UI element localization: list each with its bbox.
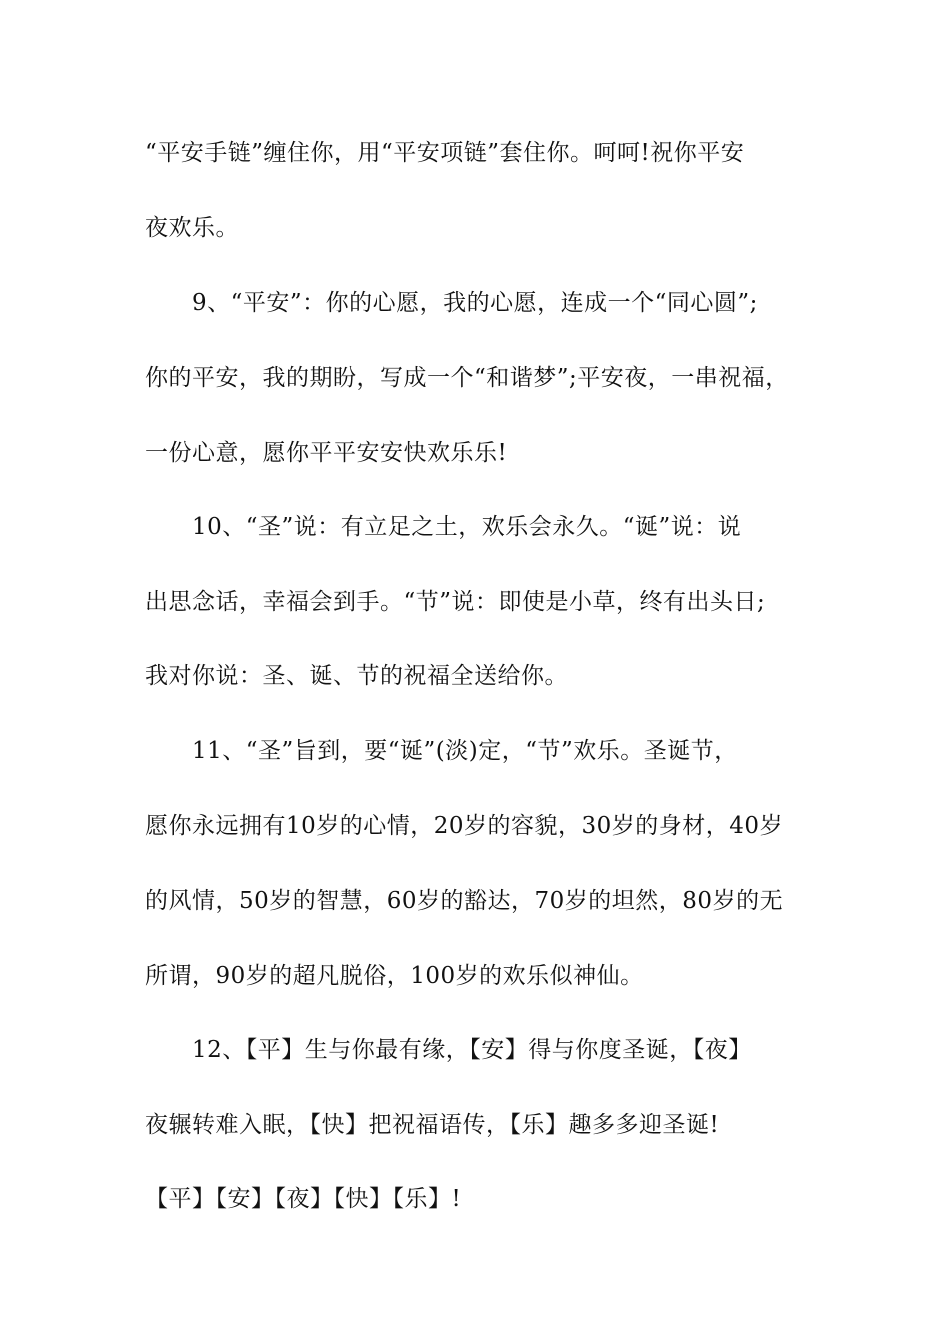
text-line: 一份心意，愿你平平安安快欢乐乐! [145, 440, 508, 466]
text-line: 愿你永远拥有10岁的心情，20岁的容貌，30岁的身材，40岁 [145, 813, 784, 839]
text-line: 你的平安，我的期盼，写成一个“和谐梦”;平安夜，一串祝福， [145, 365, 789, 391]
paragraph-10-start: 10、“圣”说：有立足之土，欢乐会永久。“诞”说：说 [192, 514, 742, 540]
paragraph-9-start: 9、“平安”：你的心愿，我的心愿，连成一个“同心圆”; [192, 290, 758, 316]
text-line: 出思念话，幸福会到手。“节”说：即使是小草，终有出头日; [145, 589, 766, 615]
paragraph-11-start: 11、“圣”旨到，要“诞”(淡)定，“节”欢乐。圣诞节， [192, 738, 738, 764]
text-line: 夜辗转难入眠，【快】把祝福语传，【乐】趣多多迎圣诞! [145, 1112, 720, 1138]
text-line: 的风情，50岁的智慧，60岁的豁达，70岁的坦然，80岁的无 [145, 888, 784, 914]
text-line: 【平】【安】【夜】【快】【乐】! [145, 1186, 462, 1212]
text-line: 所谓，90岁的超凡脱俗，100岁的欢乐似神仙。 [145, 963, 644, 989]
paragraph-12-start: 12、【平】生与你最有缘，【安】得与你度圣诞，【夜】 [192, 1037, 752, 1063]
text-line: “平安手链”缠住你，用“平安项链”套住你。呵呵!祝你平安 [145, 140, 745, 166]
text-line: 我对你说：圣、诞、节的祝福全送给你。 [145, 663, 568, 689]
text-line: 夜欢乐。 [145, 215, 239, 241]
